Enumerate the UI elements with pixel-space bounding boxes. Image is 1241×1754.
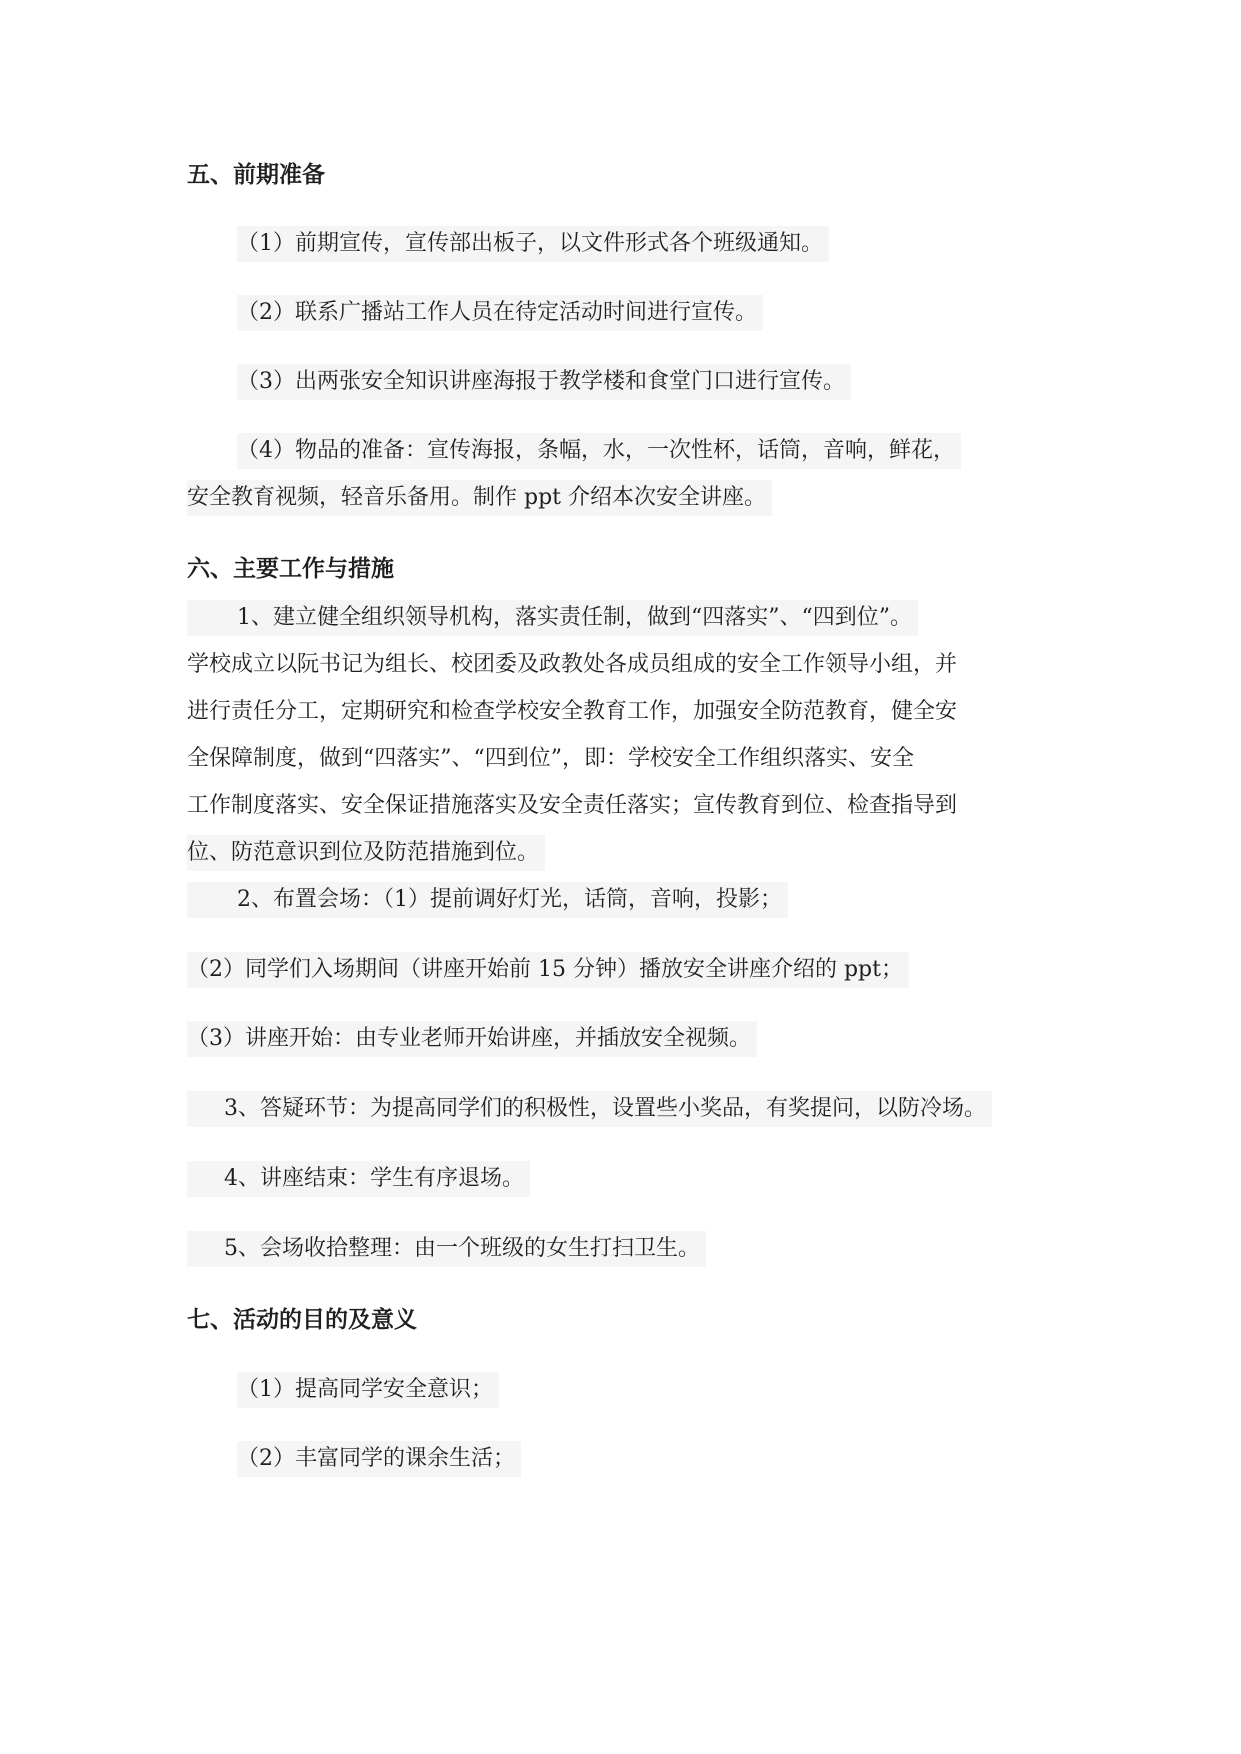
section-6-para-1-line-6: 位、防范意识到位及防范措施到位。 (187, 835, 545, 871)
section-6-para-1-line-4: 全保障制度，做到“四落实”、“四到位”，即：学校安全工作组织落实、安全 (187, 746, 914, 771)
section-6-item-4: 4、讲座结束：学生有序退场。 (187, 1161, 530, 1197)
section-6-para-1-line-3: 进行责任分工，定期研究和检查学校安全教育工作，加强安全防范教育，健全安 (187, 699, 958, 724)
section-7-heading: 七、活动的目的及意义 (187, 1307, 417, 1333)
section-6-heading: 六、主要工作与措施 (187, 556, 394, 582)
section-6-venue-line-3: （3）讲座开始：由专业老师开始讲座，并插放安全视频。 (187, 1021, 757, 1057)
section-5-item-1: （1）前期宣传，宣传部出板子，以文件形式各个班级通知。 (237, 226, 829, 262)
section-5-item-4-cont: 安全教育视频，轻音乐备用。制作 ppt 介绍本次安全讲座。 (187, 480, 772, 516)
section-6-para-1-line-1: 1、建立健全组织领导机构，落实责任制，做到“四落实”、“四到位”。 (187, 600, 918, 636)
section-5-heading: 五、前期准备 (187, 162, 325, 188)
section-6-item-3: 3、答疑环节：为提高同学们的积极性，设置些小奖品，有奖提问，以防冷场。 (187, 1091, 992, 1127)
section-5-item-4: （4）物品的准备：宣传海报，条幅，水，一次性杯，话筒，音响，鲜花， (237, 433, 961, 469)
section-5-item-3: （3）出两张安全知识讲座海报于教学楼和食堂门口进行宣传。 (237, 364, 851, 400)
section-6-para-1-line-5: 工作制度落实、安全保证措施落实及安全责任落实；宣传教育到位、检查指导到 (187, 793, 958, 818)
section-6-item-5: 5、会场收拾整理：由一个班级的女生打扫卫生。 (187, 1231, 706, 1267)
section-7-item-2: （2）丰富同学的课余生活； (237, 1441, 521, 1477)
section-6-venue-line-1: 2、布置会场：（1）提前调好灯光，话筒，音响，投影； (187, 882, 788, 918)
section-6-para-1-line-2: 学校成立以阮书记为组长、校团委及政教处各成员组成的安全工作领导小组，并 (187, 652, 958, 677)
section-7-item-1: （1）提高同学安全意识； (237, 1372, 499, 1408)
section-5-item-2: （2）联系广播站工作人员在待定活动时间进行宣传。 (237, 295, 763, 331)
section-6-venue-line-2: （2）同学们入场期间（讲座开始前 15 分钟）播放安全讲座介绍的 ppt； (187, 952, 909, 988)
